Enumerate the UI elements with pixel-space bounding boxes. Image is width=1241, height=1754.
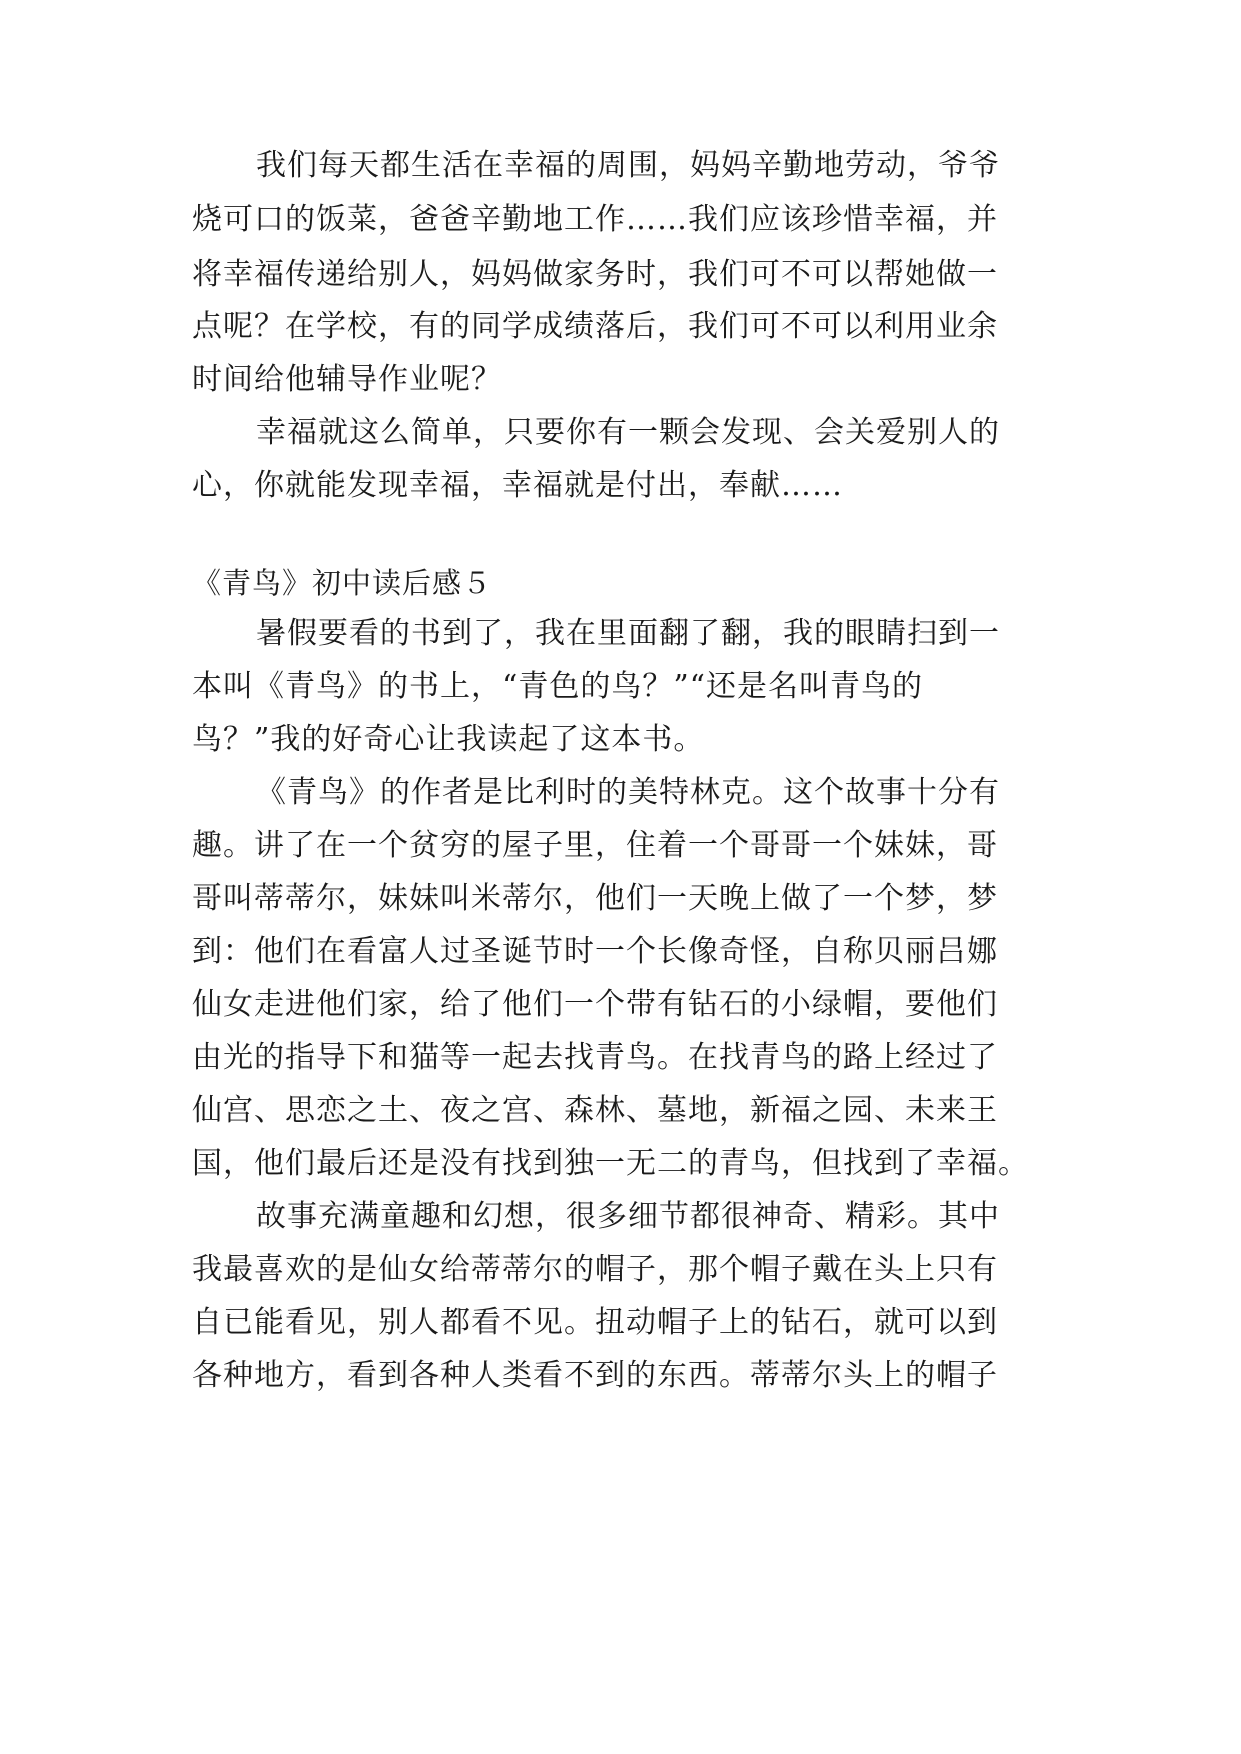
- text-line: 各种地方，看到各种人类看不到的东西。蒂蒂尔头上的帽子: [192, 1358, 998, 1393]
- text-line: 趣。讲了在一个贫穷的屋子里，住着一个哥哥一个妹妹，哥: [192, 828, 998, 863]
- text-line: 我们每天都生活在幸福的周围，妈妈辛勤地劳动，爷爷: [256, 148, 1000, 183]
- section-title: 《青鸟》初中读后感５: [192, 566, 493, 600]
- text-line: 仙女走进他们家，给了他们一个带有钻石的小绿帽，要他们: [192, 987, 998, 1022]
- text-line: 心，你就能发现幸福，幸福就是付出，奉献……: [192, 468, 843, 503]
- text-line: 我最喜欢的是仙女给蒂蒂尔的帽子，那个帽子戴在头上只有: [192, 1252, 998, 1287]
- text-line: 暑假要看的书到了，我在里面翻了翻，我的眼睛扫到一: [256, 616, 1000, 651]
- text-line: 哥叫蒂蒂尔，妹妹叫米蒂尔，他们一天晚上做了一个梦，梦: [192, 881, 998, 916]
- text-line: 到：他们在看富人过圣诞节时一个长像奇怪，自称贝丽吕娜: [192, 934, 998, 969]
- text-line: 幸福就这么简单，只要你有一颗会发现、会关爱别人的: [256, 415, 1000, 450]
- text-line: 国，他们最后还是没有找到独一无二的青鸟，但找到了幸福。: [192, 1146, 1029, 1181]
- text-line: 将幸福传递给别人，妈妈做家务时，我们可不可以帮她做一: [192, 257, 998, 292]
- text-line: 仙宫、思恋之土、夜之宫、森林、墓地，新福之园、未来王: [192, 1093, 998, 1128]
- text-line: 鸟？”我的好奇心让我读起了这本书。: [192, 722, 705, 757]
- text-line: 《青鸟》的作者是比利时的美特林克。这个故事十分有: [256, 775, 1000, 810]
- text-line: 由光的指导下和猫等一起去找青鸟。在找青鸟的路上经过了: [192, 1040, 998, 1075]
- text-line: 自已能看见，别人都看不见。扭动帽子上的钻石，就可以到: [192, 1305, 998, 1340]
- text-line: 时间给他辅导作业呢？: [192, 362, 502, 397]
- text-line: 本叫《青鸟》的书上，“青色的鸟？”“还是名叫青鸟的: [192, 669, 924, 704]
- text-line: 点呢？在学校，有的同学成绩落后，我们可不可以利用业余: [192, 309, 998, 344]
- text-line: 故事充满童趣和幻想，很多细节都很神奇、精彩。其中: [256, 1199, 1000, 1234]
- text-line: 烧可口的饭菜，爸爸辛勤地工作……我们应该珍惜幸福，并: [192, 202, 998, 237]
